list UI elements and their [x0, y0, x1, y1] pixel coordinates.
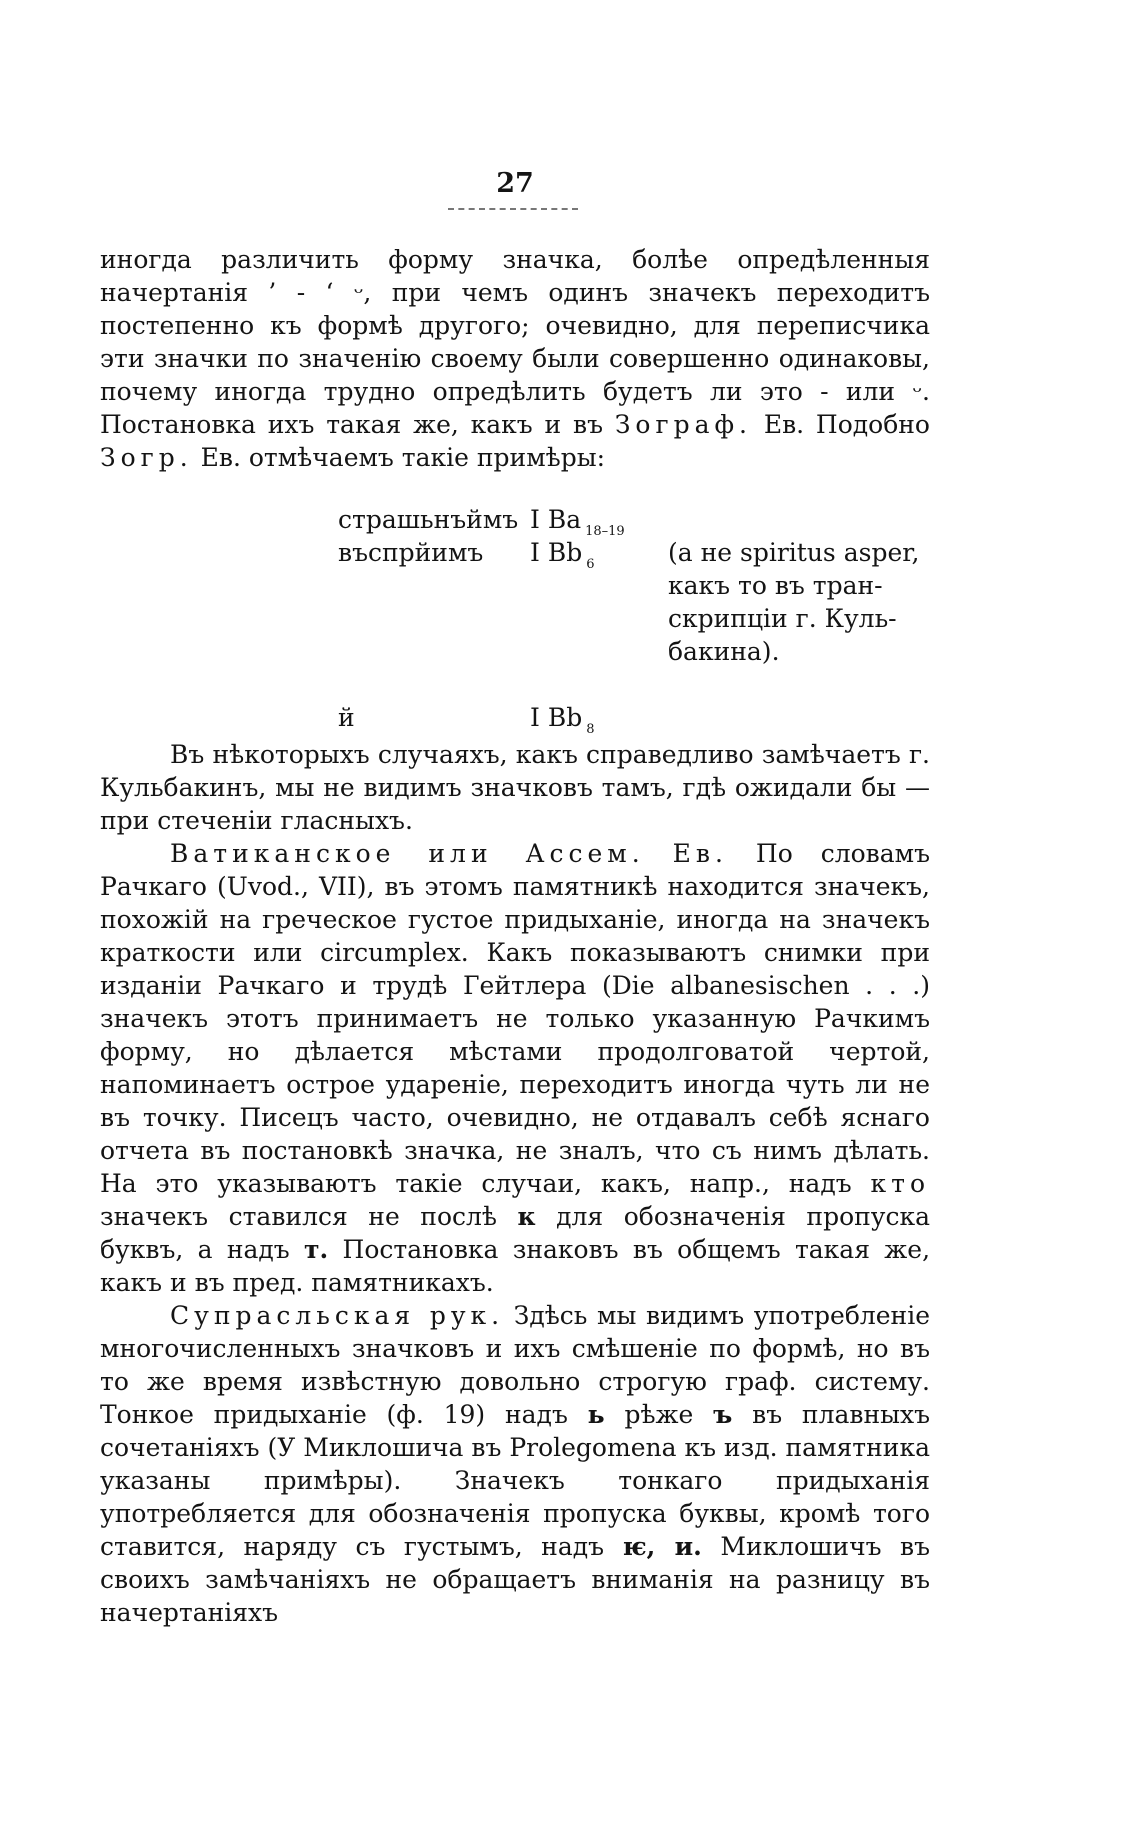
example-word: страшьнъймъ [338, 505, 519, 534]
section-heading-suprasl: Супрасльская рук. [170, 1301, 505, 1330]
section-heading-ev: Ев. [672, 839, 728, 868]
paragraph-3-mid: значекъ ставился не послѣ [100, 1202, 497, 1231]
example-word: й [338, 703, 355, 732]
paragraph-4-text: Здѣсь мы видимъ употребленіе многочисленныхъ значковъ и ихъ смѣшеніе по формѣ, но въ то же время извѣстную довольно строгую граф. систему. Тонкое придыханіе (ф. 19) надъ [100, 1301, 931, 1429]
section-heading-vatican: Ватиканское или Ассем. [170, 839, 645, 868]
example-note-line: бакина). [668, 637, 780, 666]
example-ref-text: I Bb [530, 538, 583, 567]
paragraph-1 [100, 243, 930, 474]
paragraph-3-end: Постановка знаковъ въ общемъ такая же, какъ и въ пред. памятникахъ. [100, 1235, 931, 1297]
zograf-term-1: Зограф. [614, 410, 752, 439]
example-ref [530, 536, 594, 581]
example-ref-text: I Ba [530, 505, 582, 534]
word-kto: кто [870, 1169, 930, 1198]
paragraph-2: Въ нѣкоторыхъ случаяхъ, какъ справедливо замѣчаетъ г. Кульбакинъ, мы не видимъ значковъ тамъ, гдѣ ожидали бы — при стеченіи гласныхъ. [100, 740, 930, 835]
body-text-lower [100, 738, 930, 1629]
examples-block [338, 503, 938, 737]
paragraph-4-mid: рѣже [624, 1400, 694, 1429]
example-ref-text: I Bb [530, 703, 583, 732]
letter-soft-sign: ь [587, 1400, 605, 1429]
paragraph-4-end: Миклошичъ въ своихъ замѣчаніяхъ не обращаетъ вниманія на разницу въ начертаніяхъ [100, 1532, 930, 1627]
paragraph-3-text: По словамъ Рачкаго (Uvod., VII), въ этомъ памятникѣ находится значекъ, похожій на греческое густое придыханіе, иногда на значекъ краткости или circumplex. Какъ показываютъ снимки при изданіи Рачкаго и трудѣ Гейтлера (Die albanesischen . . .) значекъ этотъ принимаетъ не только указанную Рачкимъ форму, но дѣлается мѣстами продолговатой чертой, напоминаетъ острое удареніе, переходитъ иногда чуть ли не въ точку. Писецъ часто, очевидно, не отдавалъ себѣ яснаго отчета въ постановкѣ значка, не зналъ, что съ нимъ дѣлать. На это указываютъ такіе случаи, какъ, напр., надъ [100, 839, 930, 1198]
paragraph-1-mid: Ев. Подобно [763, 410, 930, 439]
page-number: 27 [496, 168, 534, 199]
example-ref-sub: 6 [586, 557, 595, 572]
paragraph-4 [100, 1299, 930, 1629]
paragraph-1-block [100, 243, 930, 474]
letter-hard-sign: ъ [713, 1400, 733, 1429]
letter-t: т. [304, 1235, 329, 1264]
example-note [668, 536, 933, 668]
example-note-line: (а не spiritus asper, [668, 538, 920, 567]
example-note-line: какъ то въ тран- [668, 571, 883, 600]
paragraph-3 [100, 837, 930, 1299]
page-number-rule [448, 208, 578, 210]
letter-k: к [517, 1202, 536, 1231]
example-ref-sub: 18–19 [585, 524, 625, 539]
paragraph-4-rest: въ плавныхъ сочетаніяхъ (У Миклошича въ Prolegomena къ изд. памятника указаны примѣры). Значекъ тонкаго придыханія употребляется для обозначенія пропуска буквы, кромѣ того ставится, наряду съ густымъ, надъ [100, 1400, 931, 1561]
paragraph-3-mid2: для обозначенія пропуска буквъ, а надъ [100, 1202, 931, 1264]
example-note-line: скрипціи г. Куль- [668, 604, 897, 633]
paragraph-1-text: иногда различить форму значка, болѣе опредѣленныя начертанія ’ - ‘ ᵕ, при чемъ одинъ значекъ переходитъ постепенно къ формѣ другого; очевидно, для переписчика эти значки по значенію своему были совершенно одинаковы, почему иногда трудно опредѣлить будетъ ли это - или ᵕ. Постановка ихъ такая же, какъ и въ [100, 245, 930, 439]
example-row [338, 701, 938, 737]
paragraph-1-end: Ев. отмѣчаемъ такіе примѣры: [200, 443, 606, 472]
example-word: въспрйимъ [338, 538, 484, 567]
example-row [338, 503, 938, 539]
letters-ie-i: ѥ, и. [622, 1532, 702, 1561]
example-ref-sub: 8 [586, 722, 595, 737]
zograf-term-2: Зогр. [100, 443, 193, 472]
